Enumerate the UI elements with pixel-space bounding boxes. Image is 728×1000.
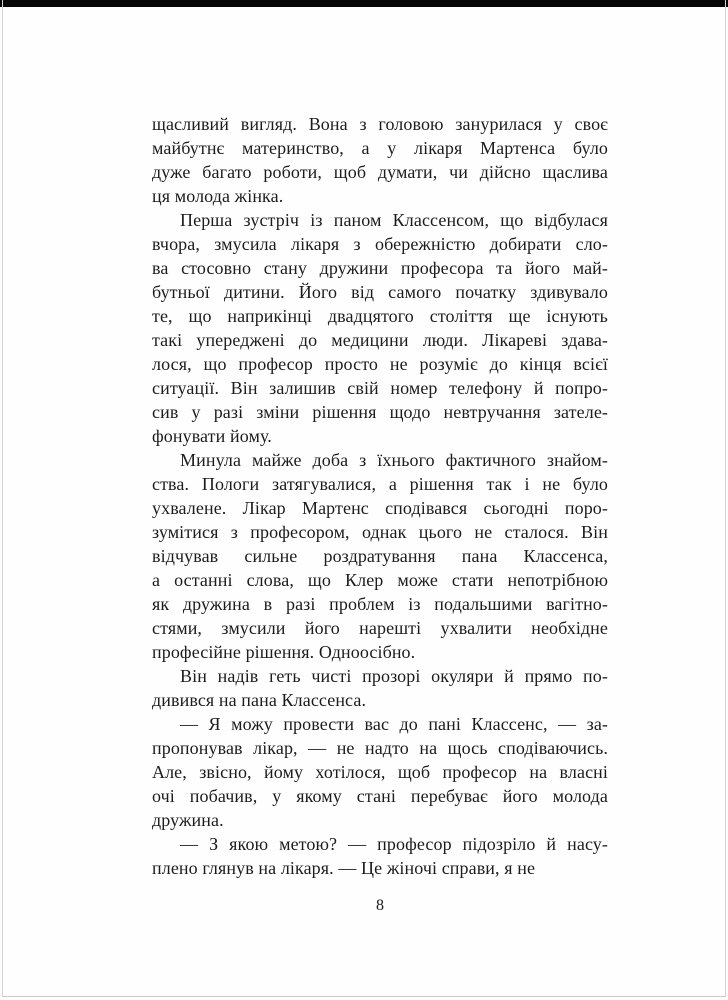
text-line: стями, змусили його нарешті ухвалити необхідне bbox=[152, 618, 608, 638]
text-line: бутньої дитини. Його від самого початку здивувало bbox=[152, 282, 608, 302]
text-line: як дружина в разі проблем із подальшими вагітно- bbox=[152, 594, 608, 614]
text-line: очі побачив, у якому стані перебуває його молода bbox=[152, 786, 608, 806]
paragraph bbox=[152, 712, 608, 832]
text-line: майбутнє материнство, а у лікаря Мартенса було bbox=[152, 138, 608, 158]
text-line: Минула майже доба з їхнього фактичного знайом- bbox=[180, 450, 608, 470]
text-line: Перша зустріч із паном Классенсом, що відбулася bbox=[180, 210, 608, 230]
text-line: вчора, змусила лікаря з обережністю добирати сло- bbox=[152, 234, 608, 254]
text-line: зумітися з професором, однак цього не сталося. Він bbox=[152, 522, 608, 542]
scan-top-edge bbox=[0, 0, 728, 7]
text-line: — Я можу провести вас до пані Классенс, — за- bbox=[180, 714, 608, 734]
text-line: відчував сильне роздратування пана Классенса, bbox=[152, 546, 608, 566]
text-line: ситуації. Він залишив свій номер телефону й попро- bbox=[152, 378, 608, 398]
text-line: дуже багато роботи, щоб думати, чи дійсно щаслива bbox=[152, 162, 608, 182]
text-line: такі упереджені до медицини люди. Лікареві здава- bbox=[152, 330, 608, 350]
text-line: Але, звісно, йому хотілося, щоб професор на власні bbox=[152, 762, 608, 782]
paragraph bbox=[152, 112, 608, 208]
text-line: те, що наприкінці двадцятого століття ще існують bbox=[152, 306, 608, 326]
text-line: ства. Пологи затягувалися, а рішення так і не було bbox=[152, 474, 608, 494]
text-line: щасливий вигляд. Вона з головою занурилася у своє bbox=[152, 114, 608, 134]
page-number: 8 bbox=[376, 897, 384, 914]
text-line: плено глянув на лікаря. — Це жіночі справи, я не bbox=[152, 858, 536, 878]
text-line: лося, що професор просто не розуміє до кінця всієї bbox=[152, 354, 608, 374]
text-line: пропонував лікар, — не надто на щось сподіваючись. bbox=[152, 738, 608, 758]
text-line: Він надів геть чисті прозорі окуляри й прямо по- bbox=[180, 666, 608, 686]
text-line: — З якою метою? — професор підозріло й насу- bbox=[180, 834, 608, 854]
paragraph bbox=[152, 448, 608, 664]
text-line: професійне рішення. Одноосібно. bbox=[152, 642, 416, 662]
text-line: ухвалене. Лікар Мартенс сподівався сьогодні поро- bbox=[152, 498, 608, 518]
text-line: дивився на пана Классенса. bbox=[152, 690, 367, 710]
text-line: фонувати йому. bbox=[152, 426, 272, 446]
text-line: ця молода жінка. bbox=[152, 186, 284, 206]
text-line: ва стосовно стану дружини професора та його май- bbox=[152, 258, 608, 278]
text-line: дружина. bbox=[152, 810, 224, 830]
paragraph bbox=[152, 832, 608, 880]
paragraph bbox=[152, 664, 608, 712]
text-line: сив у разі зміни рішення щодо невтручання зателе- bbox=[152, 402, 608, 422]
text-block bbox=[152, 112, 608, 880]
paragraph bbox=[152, 208, 608, 448]
text-line: а останні слова, що Клер може стати непотрібною bbox=[152, 570, 608, 590]
